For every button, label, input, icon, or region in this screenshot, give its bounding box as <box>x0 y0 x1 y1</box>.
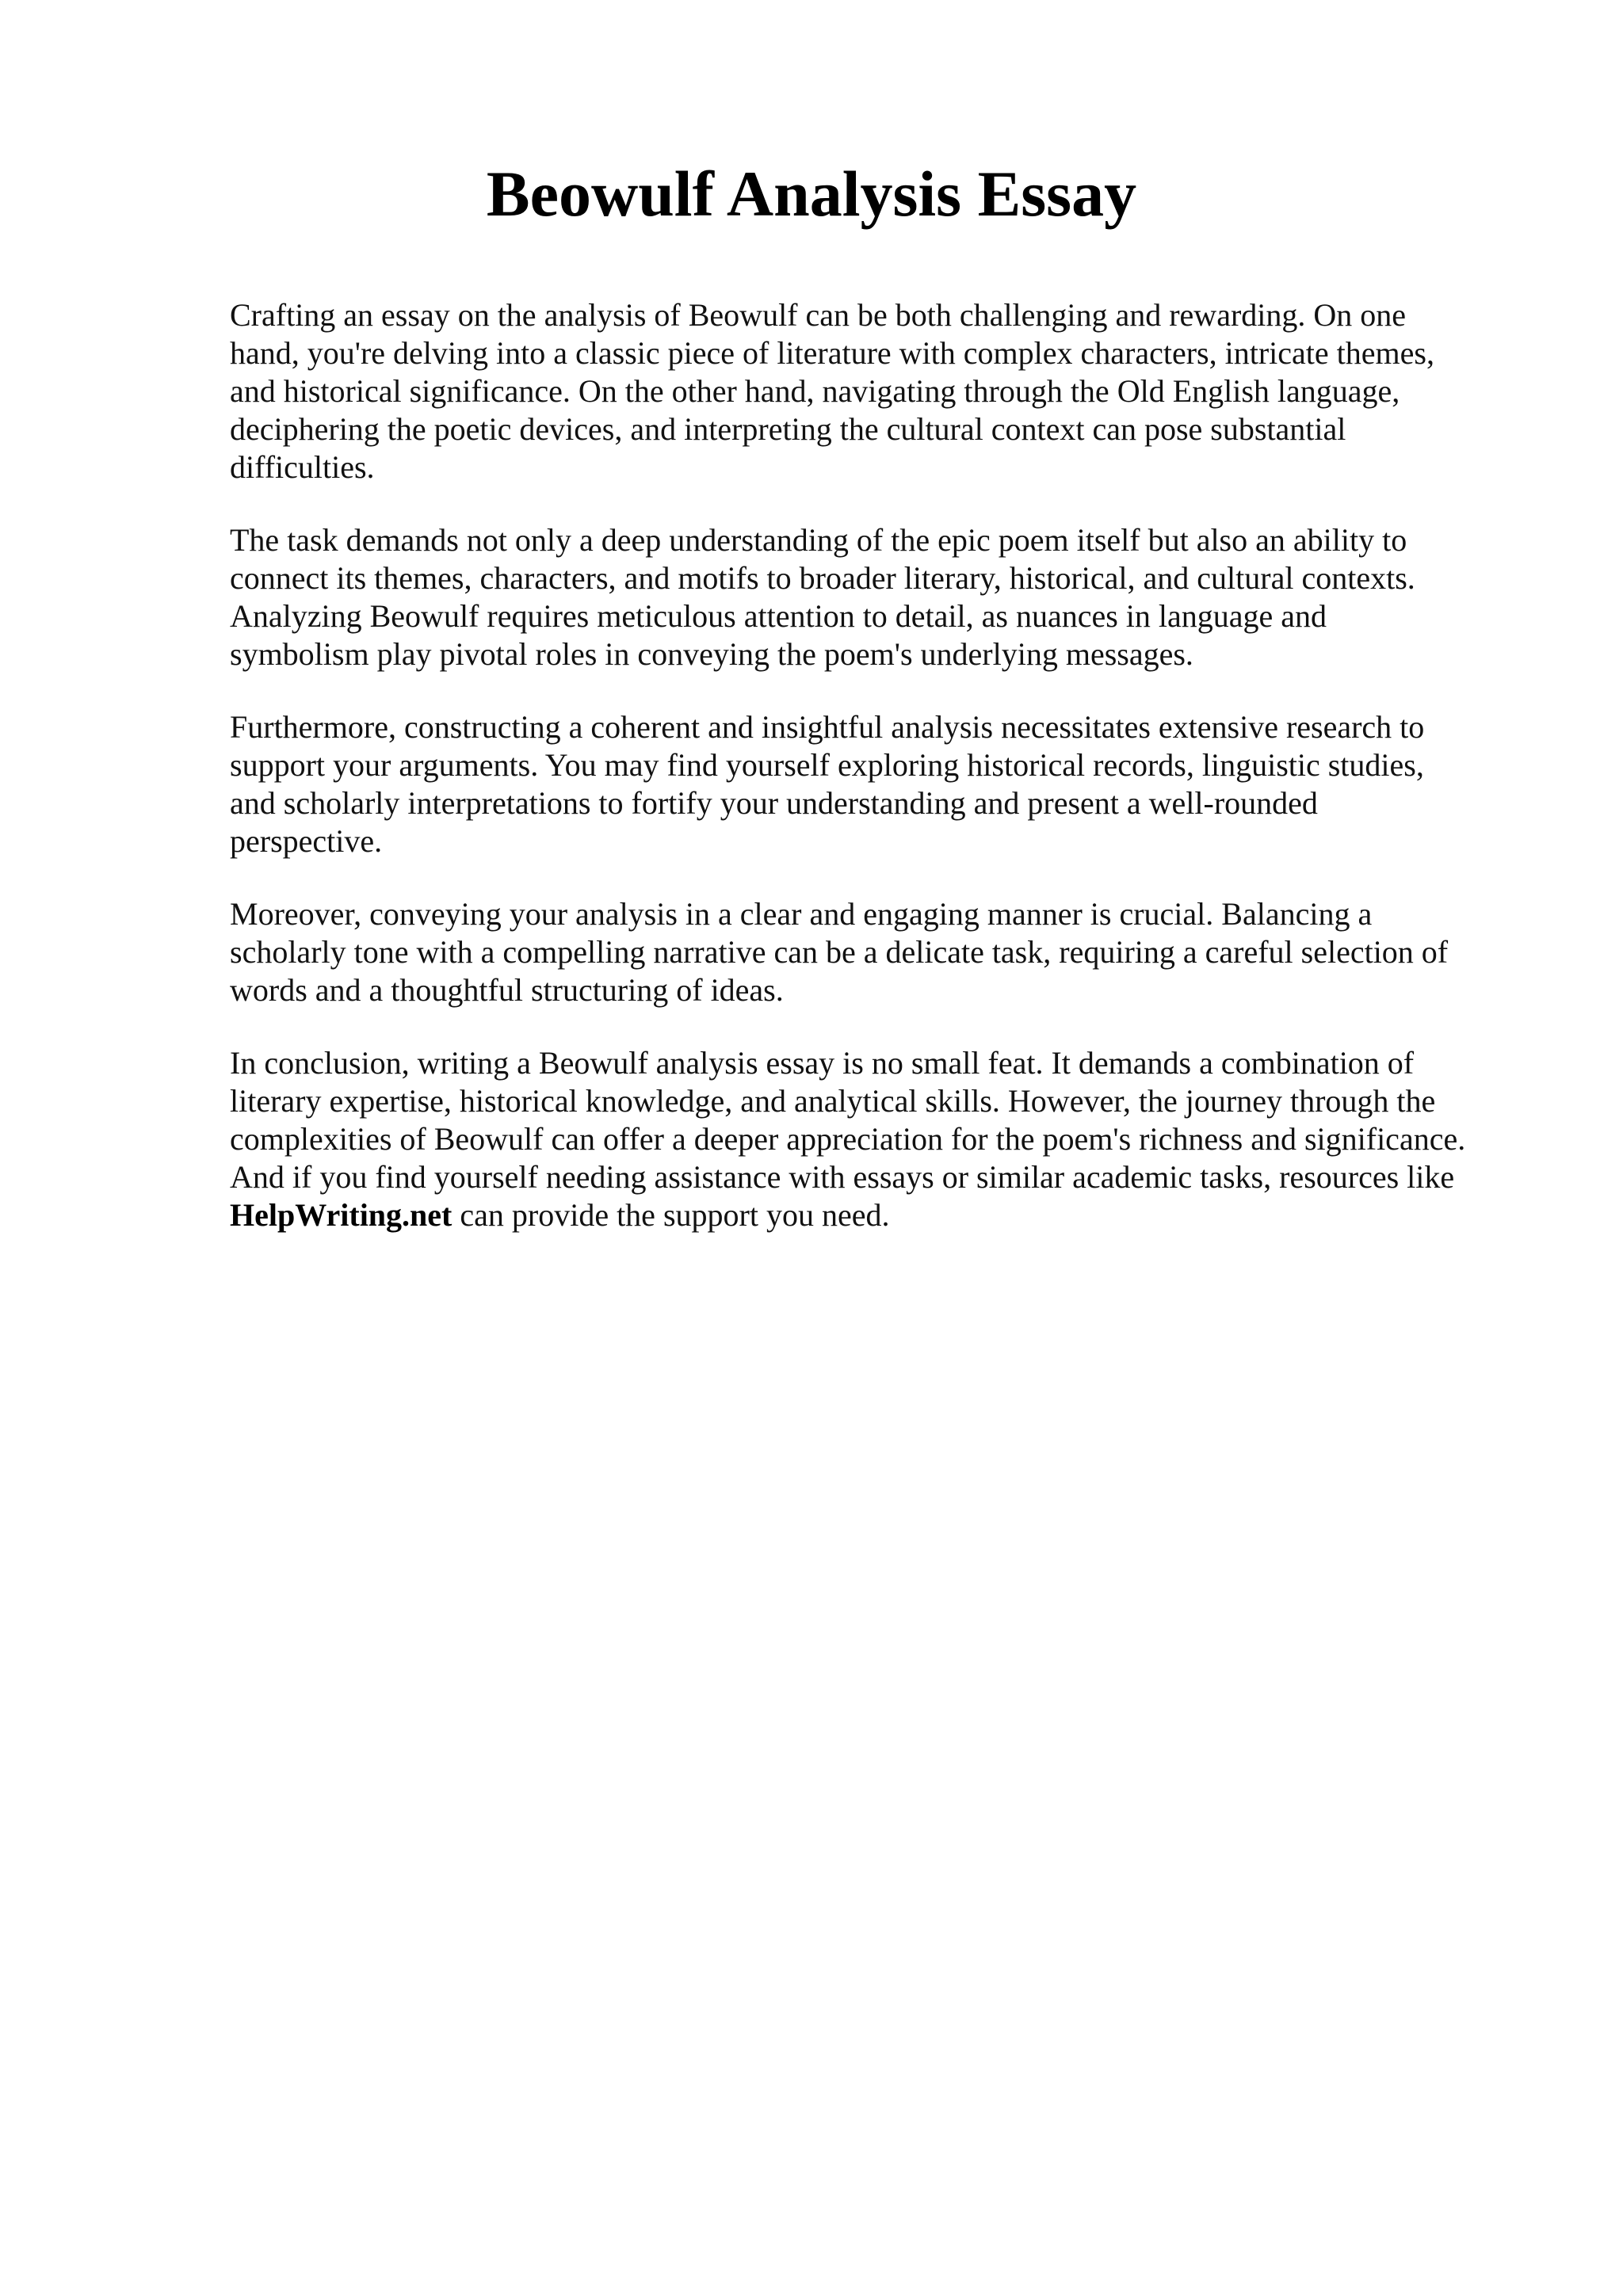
final-line-text: can provide the support you need. <box>452 1197 890 1233</box>
text-line: Furthermore, constructing a coherent and insightful analysis necessitates extensive research to <box>230 709 1425 745</box>
text-line: and historical significance. On the other hand, navigating through the Old English language, <box>230 373 1400 409</box>
document-title: Beowulf Analysis Essay <box>486 158 1137 230</box>
paragraph-2 <box>230 521 1514 673</box>
text-line: Analyzing Beowulf requires meticulous attention to detail, as nuances in language and <box>230 598 1327 634</box>
text-line: literary expertise, historical knowledge, and analytical skills. However, the journey through the <box>230 1083 1436 1119</box>
text-line-final <box>230 1196 1514 1234</box>
text-line: perspective. <box>230 823 383 859</box>
paragraph-3 <box>230 708 1514 860</box>
helpwriting-link[interactable]: HelpWriting.net <box>230 1197 453 1233</box>
text-line: symbolism play pivotal roles in conveying the poem's underlying messages. <box>230 636 1193 672</box>
text-line: In conclusion, writing a Beowulf analysis essay is no small feat. It demands a combination of <box>230 1045 1415 1081</box>
text-line: support your arguments. You may find yourself exploring historical records, linguistic studies, <box>230 747 1424 783</box>
text-line: words and a thoughtful structuring of ideas. <box>230 972 784 1008</box>
text-line: hand, you're delving into a classic piece of literature with complex characters, intricate themes, <box>230 335 1434 371</box>
text-line: And if you find yourself needing assistance with essays or similar academic tasks, resources like <box>230 1159 1455 1195</box>
text-line: connect its themes, characters, and motifs to broader literary, historical, and cultural contexts. <box>230 560 1415 596</box>
paragraph-1 <box>230 296 1514 486</box>
text-line: Moreover, conveying your analysis in a clear and engaging manner is crucial. Balancing a <box>230 896 1373 932</box>
paragraph-5 <box>230 1044 1514 1234</box>
text-line: complexities of Beowulf can offer a deeper appreciation for the poem's richness and significance. <box>230 1121 1466 1157</box>
text-line: and scholarly interpretations to fortify your understanding and present a well-rounded <box>230 785 1318 821</box>
paragraph-4 <box>230 895 1514 1009</box>
text-line: difficulties. <box>230 449 375 485</box>
text-line: scholarly tone with a compelling narrative can be a delicate task, requiring a careful selection of <box>230 934 1449 970</box>
text-line: Crafting an essay on the analysis of Beowulf can be both challenging and rewarding. On one <box>230 297 1407 333</box>
document-body <box>230 296 1514 1269</box>
text-line: The task demands not only a deep understanding of the epic poem itself but also an ability to <box>230 522 1407 558</box>
text-line: deciphering the poetic devices, and interpreting the cultural context can pose substantial <box>230 411 1346 447</box>
